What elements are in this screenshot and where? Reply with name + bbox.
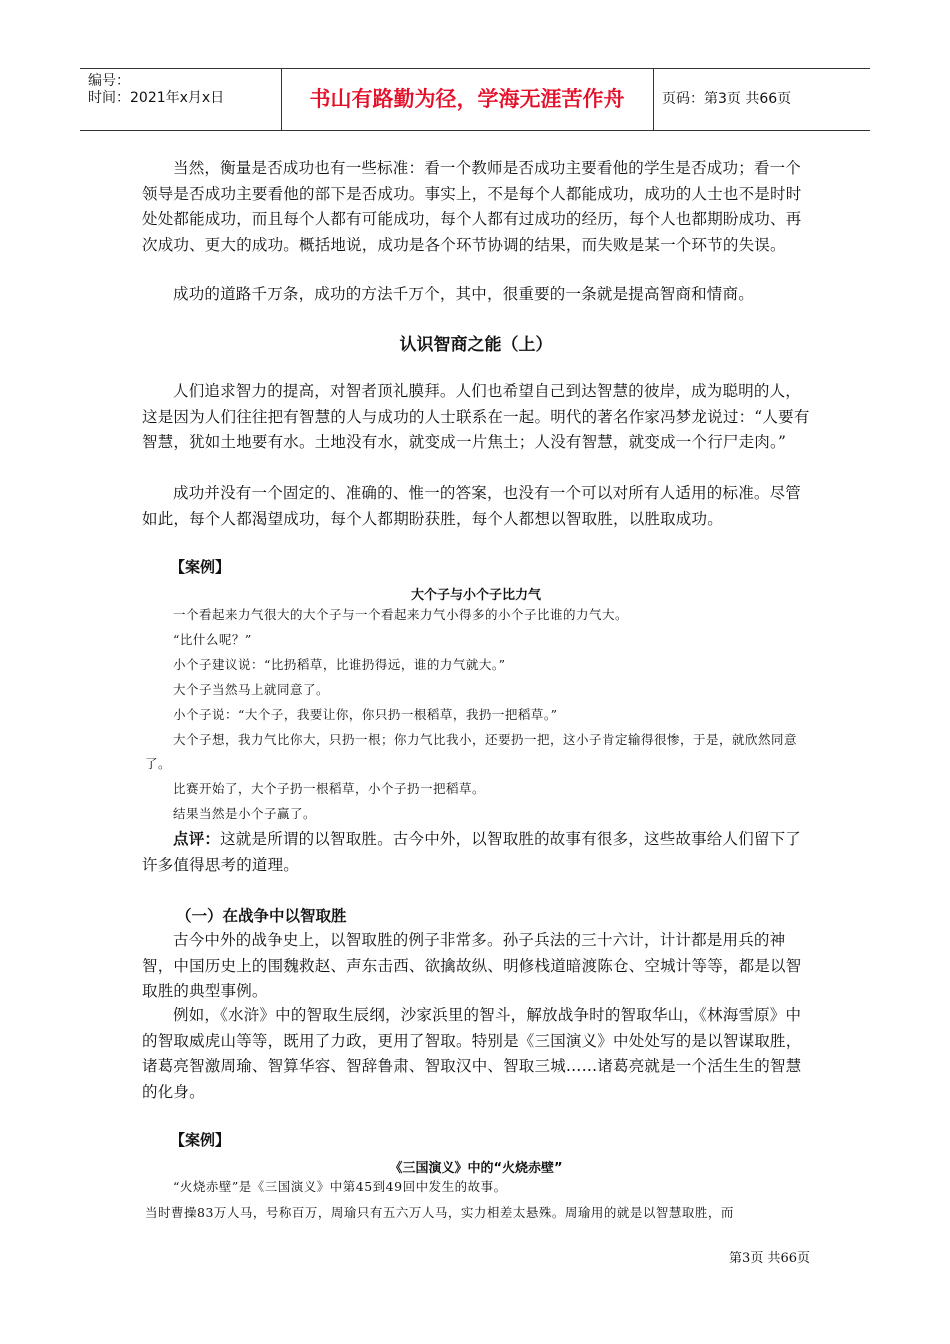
subsection-heading: （一）在战争中以智取胜: [176, 907, 347, 925]
case-label: 【案例】: [170, 558, 231, 576]
document-date: 时间：2021年x月x日: [88, 90, 225, 106]
comment-label: 点评：: [173, 830, 221, 848]
war-paragraph-1: 古今中外的战争史上，以智取胜的例子非常多。孙子兵法的三十六计，计计都是用兵的神智，中国历史上的围魏救赵、声东击西、欲擒故纵、明修栈道暗渡陈仓、空城计等等，都是以智取胜的典型事例。: [142, 931, 802, 1000]
page-footer: 第3页 共66页: [729, 1251, 810, 1266]
case-line: 大个子当然马上就同意了。: [173, 682, 330, 697]
header-motto: 书山有路勤为径，学海无涯苦作舟: [309, 87, 625, 111]
header-meta: [80, 69, 280, 130]
case-line: 小个子说：“大个子，我要让你，你只扔一根稻草，我扔一把稻草。”: [173, 707, 558, 722]
intro-paragraph-1: 当然，衡量是否成功也有一些标准：看一个教师是否成功主要看他的学生是否成功；看一个领导是否成功主要看他的部下是否成功。事实上，不是每个人都能成功，成功的人士也不是时时处处都能成功，而且每个人都有可能成功，每个人都有过成功的经历，每个人也都期盼成功、再次成功、更大的成功。概括地说，成功是各个环节协调的结果，而失败是某一个环节的失误。: [142, 159, 802, 254]
case-line: 一个看起来力气很大的大个子与一个看起来力气小得多的小个子比谁的力气大。: [173, 607, 629, 622]
section-title: 认识智商之能（上）: [399, 335, 553, 355]
case-label: 【案例】: [170, 1131, 231, 1149]
case-line: “比什么呢？”: [173, 632, 252, 647]
case-line: 小个子建议说：“比扔稻草，比谁扔得远，谁的力气就大。”: [173, 657, 506, 672]
section-paragraph-2: 成功并没有一个固定的、准确的、惟一的答案，也没有一个可以对所有人适用的标准。尽管如此，每个人都渴望成功，每个人都期盼获胜，每个人都想以智取胜，以胜取成功。: [142, 484, 802, 528]
case-title: 《三国演义》中的“火烧赤壁”: [389, 1161, 563, 1176]
case-line: “火烧赤壁”是《三国演义》中第45到49回中发生的故事。: [173, 1179, 507, 1194]
document-number-label: 编号：: [88, 73, 130, 89]
intro-paragraph-2: 成功的道路千万条，成功的方法千万个，其中，很重要的一条就是提高智商和情商。: [173, 285, 754, 303]
page-header: [80, 68, 870, 131]
case-line: 结果当然是小个子赢了。: [173, 806, 317, 821]
case-title: 大个子与小个子比力气: [410, 588, 541, 603]
case-line: 当时曹操83万人马，号称百万，周瑜只有五六万人马，实力相差太悬殊。周瑜用的就是以智慧取胜，而: [145, 1205, 734, 1220]
header-page-info: 页码：第3页 共66页: [662, 91, 792, 107]
header-divider: [653, 69, 654, 130]
war-paragraph-2: 例如，《水浒》中的智取生辰纲，沙家浜里的智斗，解放战争时的智取华山，《林海雪原》中的智取威虎山等等，既用了力政，更用了智取。特别是《三国演义》中处处写的是以智谋取胜，诸葛亮智激周瑜、智算华容、智辞鲁肃、智取汉中、智取三城……诸葛亮就是一个活生生的智慧的化身。: [142, 1006, 802, 1101]
section-paragraph-1: 人们追求智力的提高，对智者顶礼膜拜。人们也希望自己到达智慧的彼岸，成为聪明的人，这是因为人们往往把有智慧的人与成功的人士联系在一起。明代的著名作家冯梦龙说过：“人要有智慧，犹如土地要有水。土地没有水，就变成一片焦土；人没有智慧，就变成一个行尸走肉。”: [142, 382, 810, 451]
case-line: 大个子想，我力气比你大，只扔一根；你力气比我小，还要扔一把，这小子肯定输得很惨，于是，就欣然同意了。: [145, 732, 798, 771]
case-line: 比赛开始了，大个子扔一根稻草，小个子扔一把稻草。: [173, 781, 486, 796]
comment-text: 这就是所谓的以智取胜。古今中外，以智取胜的故事有很多，这些故事给人们留下了许多值得思考的道理。: [142, 830, 802, 874]
case-comment: [142, 827, 810, 878]
